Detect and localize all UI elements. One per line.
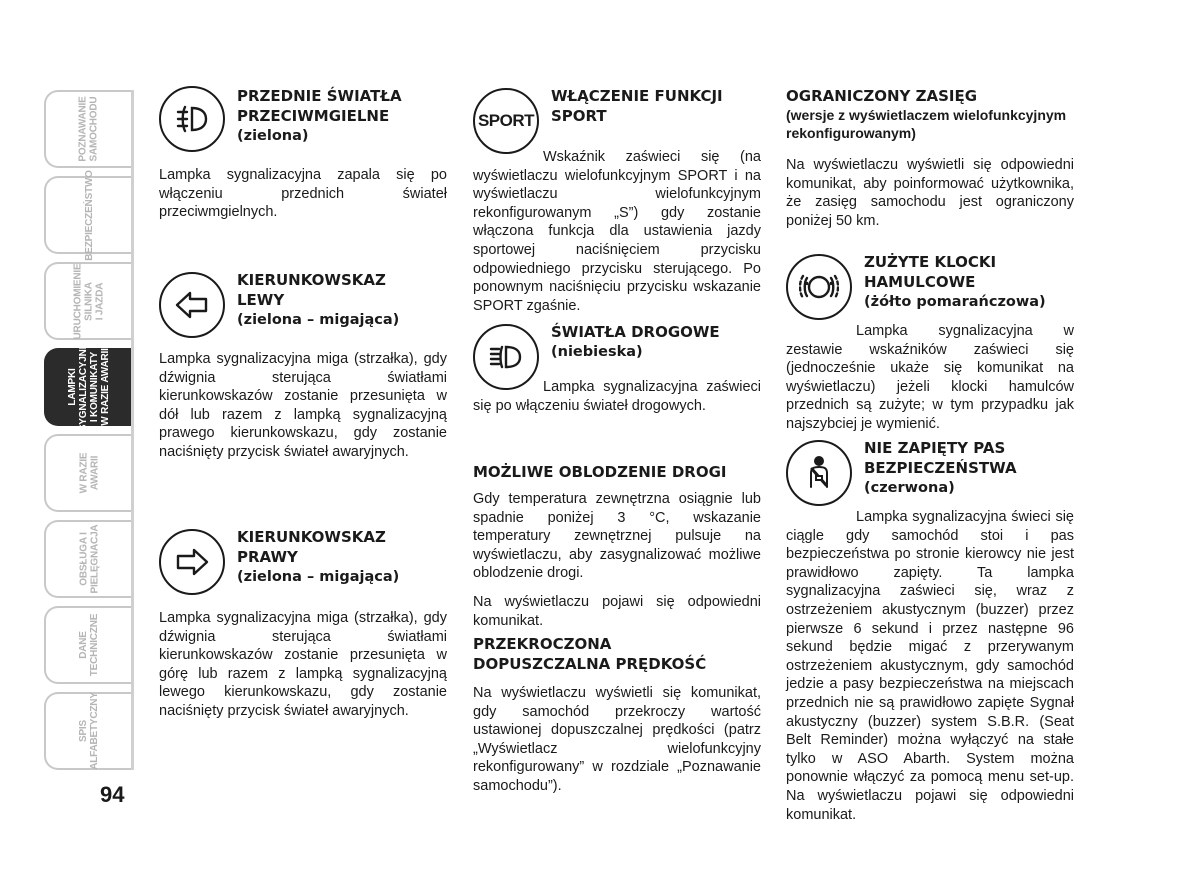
tab-label: W RAZIE AWARII — [77, 452, 100, 494]
seat-belt-color: (czerwona) — [864, 480, 955, 496]
range-text: Na wyświetlaczu wyświetli się odpowiedni komunikat, aby poinformować użytkownika, że zasięg samochodu jest ograniczony poniżej 50 km. — [786, 157, 1074, 229]
right-heading — [237, 527, 447, 587]
sport-text: Wskaźnik zaświeci się (na wyświetlaczu wielofunkcyjnym SPORT i na wyświetlaczu wielofunkcyjnym rekonfigurowanym „S”) gdy zostanie włączona funkcja dla ustawienia jazdy sportowej naciśnięciem przycisku odpowiedniego przycisku sterującego. Po ponownym naciśnięciu przycisku wskazanie SPORT zgaśnie. — [473, 149, 761, 314]
brakes-color: (żółto pomarańczowa) — [864, 294, 1046, 310]
tab-label: BEZPIECZEŃSTWO — [83, 169, 95, 261]
tab-uruchomienie[interactable] — [44, 262, 132, 340]
right-text: Lampka sygnalizacyjna miga (strzałka), gdy dźwignia sterująca światłami kierunkowskazów zostanie przesunięta w górę lub razem z lampką sygnalizacyjną lewego kierunkowskazu, gdy zostanie naciśnięty przycisk świateł awaryjnych. — [159, 610, 447, 719]
sport-icon — [473, 88, 539, 154]
sport-title-2: SPORT — [551, 107, 607, 125]
brakes-title-1: ZUŻYTE KLOCKI — [864, 253, 997, 271]
tab-spis-alfabetyczny[interactable] — [44, 692, 132, 770]
front-fog-light-icon — [159, 86, 225, 152]
left-title-2: LEWY — [237, 291, 285, 309]
high-beam-heading — [551, 322, 761, 362]
right-title-1: KIERUNKOWSKAZ — [237, 528, 386, 546]
tab-bezpieczenstwo[interactable] — [44, 169, 132, 261]
seat-belt-text: Lampka sygnalizacyjna świeci się ciągle gdy samochód stoi i pas bezpieczeństwa po stronie kierowcy nie jest prawidłowo zapięty. Ta lampka sygnalizacyjna zaświeci się, wraz z ostrzeżeniem akustycznym (buzzer) przez pierwsze 6 sekund i przez następne 96 sekund będzie migać z przerywanym ostrzeżeniem akustycznym, gdy samochód jedzie a pasy bezpieczeństwa na miejscach przednich nie są prawidłowo zapięte Sygnał akustyczny (buzzer) system S.B.R. (Seat Belt Reminder) można wyłączyć na stałe tylko w ASO Abarth. System można ponownie włączyć za pomocą menu set-up. Na wyświetlaczu pojawi się odpowiedni komunikat. — [786, 509, 1074, 823]
range-title: OGRANICZONY ZASIĘG — [786, 87, 978, 105]
high-beam-color: (niebieska) — [551, 344, 643, 360]
high-beam-text: Lampka sygnalizacyjna zaświeci się po włączeniu świateł drogowych. — [473, 379, 761, 414]
tab-poznawanie-samochodu[interactable] — [44, 90, 132, 168]
fog-heading — [237, 86, 447, 146]
brake-pads-icon — [786, 254, 852, 320]
left-title-1: KIERUNKOWSKAZ — [237, 271, 386, 289]
high-beam-title: ŚWIATŁA DROGOWE — [551, 323, 720, 341]
seat-belt-heading — [864, 438, 1074, 498]
right-title-2: PRAWY — [237, 548, 298, 566]
seat-belt-icon — [786, 440, 852, 506]
speed-text: Na wyświetlaczu wyświetli się komunikat, gdy samochód przekroczy wartość ustawionej dopuszczalnej prędkości (patrz „Wyświetlacz wielofunkcyjny rekonfigurowany” w rozdziale „Poznawanie samochodu”). — [473, 685, 761, 794]
brakes-heading — [864, 252, 1074, 312]
tab-label: DANE TECHNICZNE — [77, 613, 100, 677]
tab-obsluga[interactable] — [44, 520, 132, 598]
arrow-right-icon — [159, 529, 225, 595]
tab-lampki-sygnalizacyjne[interactable] — [44, 342, 132, 432]
ice-text-2: Na wyświetlaczu pojawi się odpowiedni komunikat. — [473, 593, 761, 629]
right-color: (zielona – migająca) — [237, 569, 400, 585]
fog-title-2: PRZECIWMGIELNE — [237, 107, 390, 125]
tab-label: SPIS ALFABETYCZNY — [77, 692, 100, 770]
left-color: (zielona – migająca) — [237, 312, 400, 328]
ice-title: MOŻLIWE OBLODZENIE DROGI — [473, 463, 727, 481]
ice-text-1: Gdy temperatura zewnętrzna osiągnie lub spadnie poniżej 3 °C, wskazanie temperatury zewnętrznej pulsuje na wyświetlaczu, aby zasygnalizować możliwe oblodzenie drogi. — [473, 491, 761, 582]
fog-text: Lampka sygnalizacyjna zapala się po włączeniu przednich świateł przeciwmgielnych. — [159, 167, 447, 221]
tab-dane-techniczne[interactable] — [44, 606, 132, 684]
fog-title-1: PRZEDNIE ŚWIATŁA — [237, 87, 402, 105]
range-subtitle: (wersje z wyświetlaczem wielofunkcyjnym rekonfigurowanym) — [786, 107, 1067, 141]
page-number: 94 — [100, 782, 125, 807]
speed-heading — [473, 634, 761, 674]
tab-label: LAMPKI SYGNALIZACYJNE I KOMUNIKATY W RAZIE AWARII — [67, 342, 112, 432]
tab-w-razie-awarii[interactable] — [44, 434, 132, 512]
seat-belt-title-1: NIE ZAPIĘTY PAS — [864, 439, 1006, 457]
ice-text — [473, 490, 761, 640]
left-text: Lampka sygnalizacyjna miga (strzałka), gdy dźwignia sterująca światłami kierunkowskazów zostanie przesunięta w dół lub razem z lampką sygnalizacyjną prawego kierunkowskazu, gdy zostanie naciśnięty przycisk świateł awaryjnych. — [159, 351, 447, 460]
tab-label: URUCHOMIENIE SILNIKA I JAZDA — [72, 263, 106, 339]
arrow-left-icon — [159, 272, 225, 338]
brakes-title-2: HAMULCOWE — [864, 273, 976, 291]
left-heading — [237, 270, 447, 330]
range-heading — [786, 86, 1074, 142]
tab-divider-line — [131, 90, 134, 770]
tab-label: POZNAWANIE SAMOCHODU — [77, 96, 100, 162]
speed-title-2: DOPUSZCZALNA PRĘDKOŚĆ — [473, 655, 707, 673]
sport-icon-text: SPORT — [477, 111, 535, 130]
fog-color: (zielona) — [237, 128, 309, 144]
sport-title-1: WŁĄCZENIE FUNKCJI — [551, 87, 723, 105]
sport-heading — [551, 86, 761, 126]
tab-label: OBSŁUGA I PIELĘGNACJA — [78, 524, 100, 594]
speed-title-1: PRZEKROCZONA — [473, 635, 612, 653]
seat-belt-title-2: BEZPIECZEŃSTWA — [864, 459, 1017, 477]
brakes-text: Lampka sygnalizacyjna w zestawie wskaźników zaświeci się (jednocześnie ukaże się komunikat na wyświetlaczu) jeżeli klocki hamulców przednich są zużyte; w tym przypadku jak najszybciej je wymienić. — [786, 323, 1074, 432]
